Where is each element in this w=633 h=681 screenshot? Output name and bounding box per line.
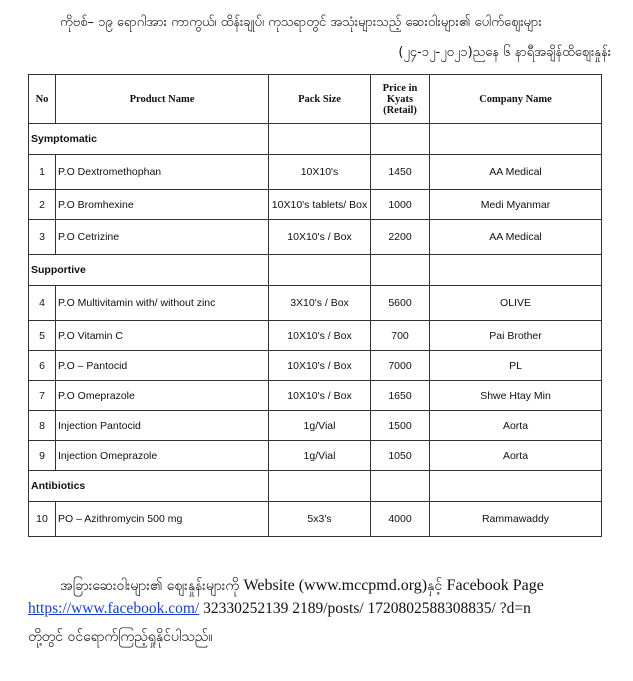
- price: 1650: [371, 381, 430, 411]
- row-number: 4: [29, 286, 56, 321]
- pack-size: 10X10's tablets/ Box: [269, 190, 371, 220]
- price: 5600: [371, 286, 430, 321]
- table-row: [29, 411, 602, 441]
- company-name: Aorta: [430, 441, 602, 471]
- table-row: [29, 351, 602, 381]
- price: 2200: [371, 220, 430, 255]
- facebook-link-path: 32330252139 2189/posts/ 1720802588308835/ ?d=n: [199, 600, 531, 617]
- column-header-company: Company Name: [430, 75, 602, 124]
- column-header-pack: Pack Size: [269, 75, 371, 124]
- row-number: 3: [29, 220, 56, 255]
- table-row: [29, 190, 602, 220]
- category-row: [29, 255, 602, 286]
- price-header-line: (Retail): [383, 104, 417, 116]
- document-date-subtitle: (၂၄-၁၂-၂၀၂၁)ညနေ ၆ နာရီအချိန်ထိဈေးနှုန်း: [398, 45, 611, 60]
- category-label: Symptomatic: [29, 124, 269, 155]
- company-name: PL: [430, 351, 602, 381]
- table-row: [29, 321, 602, 351]
- product-name: P.O Omeprazole: [56, 381, 269, 411]
- price: 7000: [371, 351, 430, 381]
- price: 4000: [371, 502, 430, 537]
- product-name: P.O Dextromethophan: [56, 155, 269, 190]
- footer-line-1: [60, 576, 608, 597]
- table-row: [29, 286, 602, 321]
- price-table: [28, 74, 602, 537]
- price-header-line: Kyats: [386, 93, 414, 105]
- table-header-row: [29, 75, 602, 124]
- product-name: P.O Multivitamin with/ without zinc: [56, 286, 269, 321]
- category-label: Supportive: [29, 255, 269, 286]
- document-title: ကိုဗစ်– ၁၉ ရောဂါအား ကာကွယ်၊ ထိန်းချုပ်၊ ကုသရာတွင် အသုံးများသည့် ဆေးဝါးများ၏ ပေါက်ဈေးများ: [60, 15, 542, 30]
- footer-and: နှင့်: [427, 578, 443, 594]
- row-number: 9: [29, 441, 56, 471]
- pack-size: 1g/Vial: [269, 441, 371, 471]
- table-row: [29, 220, 602, 255]
- company-name: OLIVE: [430, 286, 602, 321]
- company-name: Aorta: [430, 411, 602, 441]
- product-name: P.O Vitamin C: [56, 321, 269, 351]
- table-row: [29, 502, 602, 537]
- price: 1050: [371, 441, 430, 471]
- table-row: [29, 441, 602, 471]
- pack-size: 10X10's / Box: [269, 351, 371, 381]
- company-name: Pai Brother: [430, 321, 602, 351]
- price: 700: [371, 321, 430, 351]
- row-number: 2: [29, 190, 56, 220]
- pack-size: 3X10's / Box: [269, 286, 371, 321]
- company-name: Rammawaddy: [430, 502, 602, 537]
- footer-website: Website (www.mccpmd.org): [243, 577, 428, 594]
- row-number: 6: [29, 351, 56, 381]
- price-header-line: Price in: [382, 82, 418, 94]
- pack-size: 10X10's: [269, 155, 371, 190]
- product-name: Injection Omeprazole: [56, 441, 269, 471]
- pack-size: 10X10's / Box: [269, 321, 371, 351]
- price: 1500: [371, 411, 430, 441]
- product-name: PO – Azithromycin 500 mg: [56, 502, 269, 537]
- company-name: AA Medical: [430, 155, 602, 190]
- pack-size: 10X10's / Box: [269, 220, 371, 255]
- row-number: 7: [29, 381, 56, 411]
- category-row: [29, 124, 602, 155]
- column-header-no: No: [29, 75, 56, 124]
- price: 1450: [371, 155, 430, 190]
- table-row: [29, 381, 602, 411]
- company-name: AA Medical: [430, 220, 602, 255]
- footer-line-2: [28, 600, 608, 618]
- pack-size: 1g/Vial: [269, 411, 371, 441]
- product-name: P.O Cetrizine: [56, 220, 269, 255]
- price: 1000: [371, 190, 430, 220]
- company-name: Medi Myanmar: [430, 190, 602, 220]
- category-row: [29, 471, 602, 502]
- pack-size: 10X10's / Box: [269, 381, 371, 411]
- product-name: P.O Bromhexine: [56, 190, 269, 220]
- pack-size: 5x3's: [269, 502, 371, 537]
- company-name: Shwe Htay Min: [430, 381, 602, 411]
- column-header-price: [371, 75, 430, 124]
- row-number: 5: [29, 321, 56, 351]
- facebook-link[interactable]: https://www.facebook.com/: [28, 600, 200, 617]
- row-number: 10: [29, 502, 56, 537]
- footer-facebook-label: Facebook Page: [446, 577, 544, 594]
- row-number: 8: [29, 411, 56, 441]
- table-row: [29, 155, 602, 190]
- footer-line-3: တို့တွင် ဝင်ရောက်ကြည့်ရှုနိုင်ပါသည်။: [28, 629, 213, 645]
- category-label: Antibiotics: [29, 471, 269, 502]
- row-number: 1: [29, 155, 56, 190]
- footer-prefix: အခြားဆေးဝါးများ၏ ဈေးနှုန်းများကို: [60, 578, 240, 594]
- product-name: P.O – Pantocid: [56, 351, 269, 381]
- column-header-product: Product Name: [56, 75, 269, 124]
- product-name: Injection Pantocid: [56, 411, 269, 441]
